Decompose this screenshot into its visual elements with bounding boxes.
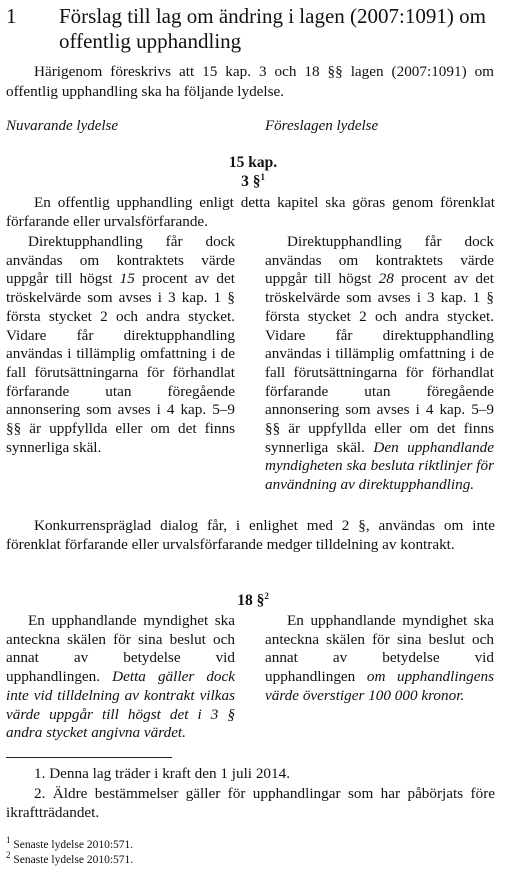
s18-current-a: En upphandlande myndighet ska anteckna skälen för sina beslut och annat av betydelse vid upphandlingen. (6, 612, 235, 686)
heading-number: 1 (6, 4, 17, 28)
footnote-2-number: 2 (6, 850, 11, 861)
footnote-2 (6, 850, 134, 867)
current-text-a: Direktupphandling får dock användas om kontraktets värde uppgår till högst (6, 233, 235, 288)
section-3-current-text (6, 233, 235, 457)
transitional-item-1: 1. Denna lag träder i kraft den 1 juli 2014. (34, 765, 290, 782)
current-percent: 15 (119, 270, 135, 288)
section-18-current-text (6, 612, 235, 743)
chapter-heading: 15 kap. (228, 154, 278, 171)
column-heading-proposed: Föreslagen lydelse (265, 118, 379, 134)
s18-proposed-a: En upphandlande myndighet ska anteckna skälen för sina beslut och annat av betydelse vid upphandlingen (265, 612, 494, 686)
footnote-ref-1: 1 (260, 171, 265, 182)
section-18-heading (0, 592, 506, 610)
intro-paragraph: Härigenom föreskrivs att 15 kap. 3 och 18 §§ lagen (2007:1091) om offentlig upphandling ska ha följande lydelse. (6, 63, 494, 100)
section-3-heading (0, 173, 506, 191)
s18-proposed-b: om upphandlingens värde överstiger 100 000 kronor. (265, 668, 495, 704)
transitional-provisions (6, 764, 495, 823)
footnote-1 (6, 835, 134, 852)
footnote-1-text: Senaste lydelse 2010:571. (13, 839, 134, 851)
proposed-percent: 28 (378, 270, 394, 288)
s18-current-b: Detta gäller dock inte vid tilldelning av kontrakt vilkas värde uppgår till högst det i 3 § andra stycket angivna värdet. (6, 668, 235, 742)
section-3-paragraph-1: En offentlig upphandling enligt detta kapitel ska göras genom förenklat förfarande eller urvalsförfarande. (6, 194, 495, 230)
proposed-text-b: procent av det tröskelvärde som avses i 3 kap. 1 § första stycket 2 och andra stycket. Vidare får direktupphandling användas i tillämplig omfattning i de fall förutsättningarna för förhandlat förfarande utan föregående annonsering som avses i 4 kap. 5–9 §§ är uppfyllda eller om det finns synnerliga skäl. (265, 270, 494, 456)
transitional-divider (6, 757, 172, 758)
section-3-label: 3 § (241, 173, 261, 190)
column-heading-current: Nuvarande lydelse (6, 118, 119, 134)
heading-title: Förslag till lag om ändring i lagen (2007:1091) om offentlig upphandling (59, 4, 486, 53)
proposed-text-new: Den upphandlande myndigheten ska besluta riktlinjer för användning av direktupphandling. (265, 438, 494, 494)
footnote-1-number: 1 (6, 835, 11, 846)
current-text-b: procent av det tröskelvärde som avses i 3 kap. 1 § första stycket 2 och andra stycket. Vidare får direktupphandling användas i tillämplig omfattning i de fall förutsättningarna för förhandlat förfarande utan föregående annonsering som avses i 4 kap. 5–9 §§ är uppfyllda eller om det finns synnerliga skäl. (6, 270, 235, 456)
section-3-paragraph-dialog: Konkurrenspräglad dialog får, i enlighet med 2 §, användas om inte förenklat förfarande eller urvalsförfarande medger tilldelning av kontrakt. (6, 517, 495, 553)
footnote-2-text: Senaste lydelse 2010:571. (13, 854, 134, 866)
proposed-text-a: Direktupphandling får dock användas om kontraktets värde uppgår till högst (265, 233, 494, 288)
footnote-ref-2: 2 (264, 590, 269, 601)
transitional-item-2: 2. Äldre bestämmelser gäller för upphandlingar som har påbörjats före ikraftträdandet. (6, 784, 495, 821)
section-18-proposed-text (265, 612, 494, 706)
section-3-proposed-text (265, 233, 494, 495)
section-18-label: 18 § (237, 592, 265, 609)
